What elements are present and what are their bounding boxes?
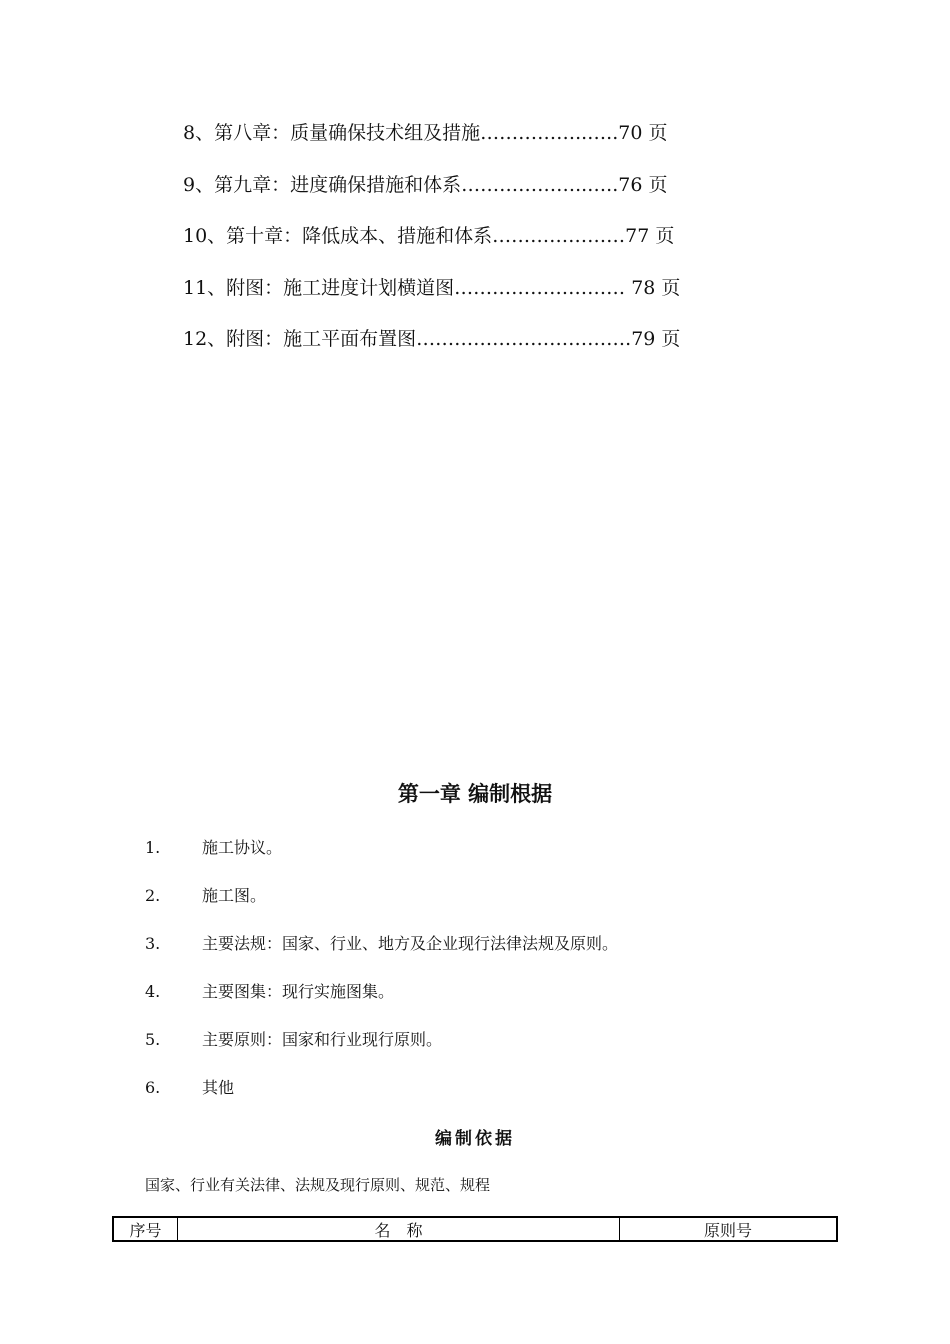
reference-table-header [112,1216,838,1242]
header-cell-index: 序号 [114,1218,178,1240]
list-item-text: 施工图。 [202,886,267,905]
toc-entry: 8、第八章：质量确保技术组及措施……………..…..70 页 [183,122,668,144]
list-item-number: 1. [145,838,161,857]
section-subtitle: 编制依据 [435,1129,515,1149]
list-item [145,1076,845,1100]
list-item-text: 主要原则：国家和行业现行原则。 [202,1030,443,1049]
list-item [145,932,845,956]
list-item [145,980,845,1004]
header-cell-standard-number: 原则号 [703,1220,752,1240]
toc-entry: 12、附图：施工平面布置图…………………………….79 页 [183,328,681,350]
list-item-number: 6. [145,1078,161,1097]
list-item-text: 施工协议。 [202,838,283,857]
list-item [145,1028,845,1052]
intro-text: 国家、行业有关法律、法规及现行原则、规范、规程 [145,1176,491,1194]
basis-list [145,836,845,1124]
toc-entry: 10、第十章：降低成本、措施和体系…………………77 页 [183,225,675,247]
list-item [145,836,845,860]
chapter-title: 第一章 编制根据 [397,782,553,806]
toc-entry: 9、第九章：进度确保措施和体系………………..…..76 页 [183,173,668,196]
list-item-number: 2. [145,886,161,905]
list-item-number: 3. [145,934,161,953]
toc-entry: 11、附图：施工进度计划横道图……………………… 78 页 [183,276,681,299]
list-item-number: 4. [145,982,161,1001]
list-item-number: 5. [145,1030,161,1049]
header-cell-name: 名 称 [178,1218,620,1240]
list-item-text: 主要图集：现行实施图集。 [202,982,395,1001]
table-of-contents [183,120,783,378]
list-item-text: 其他 [202,1078,235,1097]
list-item-text: 主要法规：国家、行业、地方及企业现行法律法规及原则。 [202,934,619,953]
list-item [145,884,845,908]
